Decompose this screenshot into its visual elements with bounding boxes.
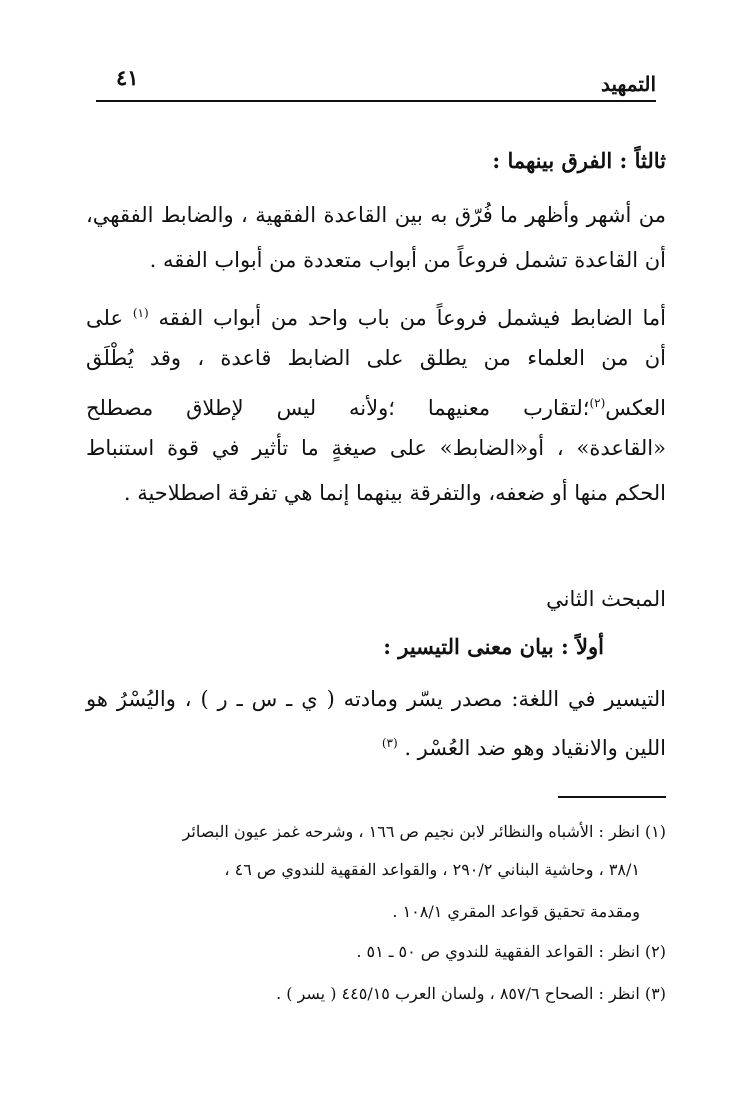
- text-segment: العكس: [605, 396, 666, 420]
- text-segment: ؛لتقارب معنيهما ؛ولأنه ليس لإطلاق مصطلح: [86, 396, 590, 420]
- footnote-marker-2: (٢): [589, 396, 606, 410]
- chapter-title: المبحث الثاني: [546, 587, 666, 611]
- footnote-line: ومقدمة تحقيق قواعد المقري ١٠٨/١ .: [392, 902, 640, 921]
- text-segment: أما الضابط فيشمل فروعاً من باب واحد من أبواب الفقه: [158, 306, 666, 330]
- running-header: [96, 60, 656, 102]
- text-segment: على: [86, 306, 123, 330]
- footnote-line: (١) انظر : الأشباه والنظائر لابن نجيم ص ١٦٦ ، وشرحه غمز عيون البصائر: [182, 822, 666, 841]
- paragraph-line: [86, 728, 666, 763]
- footnote-line: (٣) انظر : الصحاح ٨٥٧/٦ ، ولسان العرب ٤٤٥/١٥ ( يسر ) .: [276, 984, 666, 1003]
- paragraph-line: أن القاعدة تشمل فروعاً من أبواب متعددة من أبواب الفقه .: [149, 248, 666, 272]
- page-number: ٤١: [116, 65, 139, 90]
- running-title: التمهيد: [601, 72, 656, 96]
- section-heading-meaning: أولاً : بيان معنى التيسير :: [383, 634, 604, 659]
- section-heading-differences: ثالثاً : الفرق بينهما :: [492, 148, 666, 173]
- paragraph-line: من أشهر وأظهر ما فُرّق به بين القاعدة الفقهية ، والضابط الفقهي،: [86, 203, 666, 227]
- text-segment: اللين والانقياد وهو ضد العُسْر .: [404, 736, 666, 760]
- paragraph-line: [86, 388, 666, 423]
- footnote-line: (٢) انظر : القواعد الفقهية للندوي ص ٥٠ ـ ٥١ .: [356, 942, 666, 961]
- paragraph-line: «القاعدة» ، أو«الضابط» على صيغةٍ ما تأثير في قوة استنباط: [86, 436, 666, 460]
- footnote-separator: [558, 796, 666, 798]
- paragraph-line: أن من العلماء من يطلق على الضابط قاعدة ، وقد يُطْلَق: [86, 346, 666, 370]
- footnote-marker-3: (٣): [381, 736, 398, 750]
- paragraph-line: التيسير في اللغة: مصدر يسّر ومادته ( ي ـ س ـ ر ) ، واليُسْرُ هو: [86, 687, 666, 711]
- paragraph-line: [86, 298, 666, 333]
- footnote-marker-1: (١): [132, 306, 149, 320]
- footnote-line: ٣٨/١ ، وحاشية البناني ٢٩٠/٢ ، والقواعد الفقهية للندوي ص ٤٦ ،: [224, 860, 640, 879]
- paragraph-line: الحكم منها أو ضعفه، والتفرقة بينهما إنما هي تفرقة اصطلاحية .: [123, 481, 666, 505]
